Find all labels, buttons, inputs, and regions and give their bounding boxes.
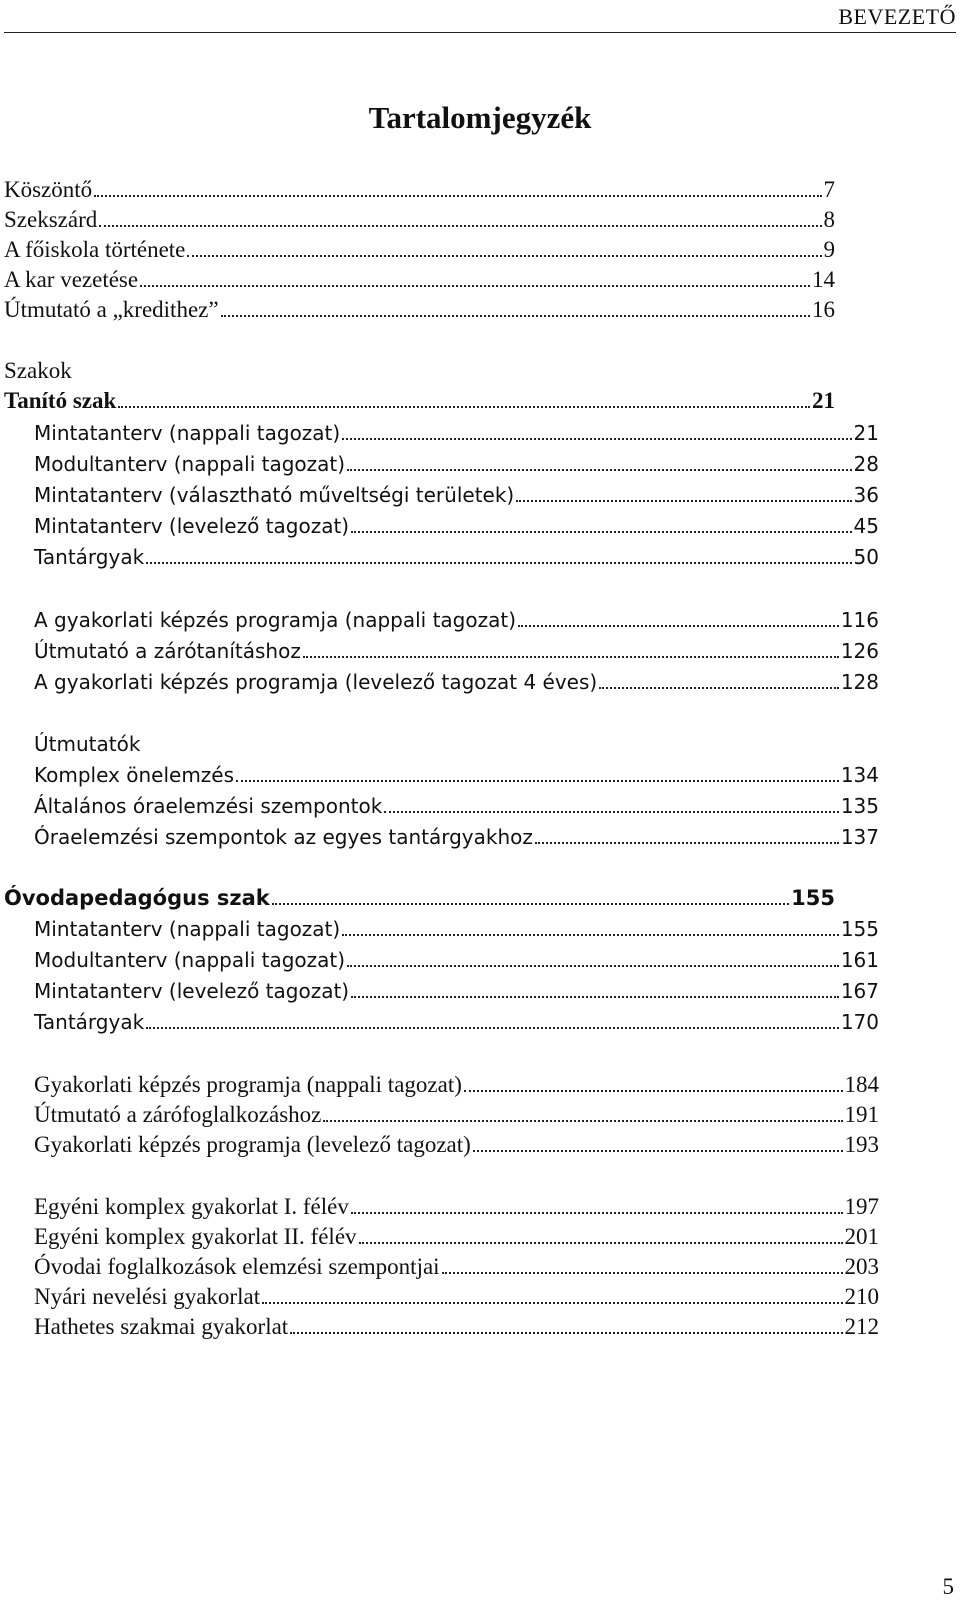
toc-entry[interactable] — [4, 235, 835, 265]
toc-entry-label: Gyakorlati képzés programja (nappali tagozat) — [34, 1072, 462, 1097]
toc-entry-label: Mintatanterv (választható műveltségi területek) — [34, 483, 515, 507]
toc-entry-page: 137 — [840, 825, 879, 849]
dot-leader — [442, 1272, 843, 1274]
toc-entry[interactable] — [34, 822, 879, 852]
toc-entry-label: Köszöntő — [4, 177, 93, 202]
toc-entry-label: Mintatanterv (nappali tagozat) — [34, 917, 341, 941]
toc-entry-label: A főiskola története — [4, 237, 186, 262]
toc-entry-label: Nyári nevelési gyakorlat — [34, 1284, 261, 1309]
toc-entry-page: 14 — [812, 267, 835, 292]
running-head: BEVEZETŐ — [838, 4, 956, 29]
toc-entry[interactable] — [34, 945, 879, 975]
toc-entry-label: A kar vezetése — [4, 267, 139, 292]
toc-entry[interactable] — [34, 1130, 879, 1160]
toc-entry-page: 45 — [853, 514, 879, 538]
dot-leader — [323, 1120, 842, 1122]
toc-entry-label: Tantárgyak — [34, 1010, 145, 1034]
toc-entry-label: Szekszárd — [4, 207, 98, 232]
dot-leader — [303, 656, 839, 658]
page-title: Tartalomjegyzék — [368, 100, 592, 135]
toc-entry[interactable] — [34, 1222, 879, 1252]
toc-entry-page: 155 — [791, 886, 835, 910]
toc-entry[interactable] — [34, 1312, 879, 1342]
toc-entry[interactable] — [4, 265, 835, 295]
toc-entry-page: 21 — [853, 421, 879, 445]
dot-leader — [384, 811, 839, 813]
toc-entry-page: 7 — [823, 177, 835, 202]
toc-entry-label: Általános óraelemzési szempontok — [34, 794, 383, 818]
toc-entry-label: Mintatanterv (levelező tagozat) — [34, 979, 350, 1003]
toc-entry[interactable] — [34, 760, 879, 790]
dot-leader — [347, 965, 839, 967]
toc-entry-label: Útmutató a zárófoglalkozáshoz — [34, 1102, 322, 1127]
toc-entry-page: 28 — [853, 452, 879, 476]
toc-entry-label: Útmutató a „kredithez” — [4, 297, 219, 322]
toc-entry[interactable] — [34, 667, 879, 697]
toc-entry-page: 170 — [840, 1010, 879, 1034]
toc-entry[interactable] — [4, 175, 835, 205]
dot-leader — [187, 255, 821, 257]
dot-leader — [359, 1242, 843, 1244]
dot-leader — [342, 438, 851, 440]
toc-entry-page: 8 — [823, 207, 835, 232]
toc-entry-label: A gyakorlati képzés programja (levelező tagozat 4 éves) — [34, 670, 598, 694]
dot-leader — [516, 500, 851, 502]
toc-entry-page: 50 — [853, 545, 879, 569]
toc-entry[interactable] — [34, 511, 879, 541]
toc-entry[interactable] — [34, 1282, 879, 1312]
toc-entry[interactable] — [34, 1252, 879, 1282]
header-rule — [4, 32, 956, 33]
dot-leader — [290, 1332, 842, 1334]
toc-entry-label: Hathetes szakmai gyakorlat — [34, 1314, 289, 1339]
toc-entry-label: Útmutató a zárótanításhoz — [34, 639, 301, 663]
toc-entry-page: 36 — [853, 483, 879, 507]
dot-leader — [146, 1027, 839, 1029]
dot-leader — [535, 842, 839, 844]
toc-entry-label: Tanító szak — [4, 388, 117, 413]
toc-entry-page: 134 — [840, 763, 879, 787]
dot-leader — [221, 315, 810, 317]
toc-entry[interactable] — [4, 205, 835, 235]
toc-entry[interactable] — [34, 1100, 879, 1130]
toc-entry[interactable] — [34, 449, 879, 479]
toc-entry-label: Modultanterv (nappali tagozat) — [34, 452, 346, 476]
toc-entry-label: Modultanterv (nappali tagozat) — [34, 948, 346, 972]
toc-heading-entry[interactable] — [4, 386, 835, 416]
dot-leader — [464, 1090, 843, 1092]
dot-leader — [342, 934, 839, 936]
toc-entry-page: 167 — [840, 979, 879, 1003]
toc-entry-page: 21 — [812, 388, 835, 413]
toc-entry[interactable] — [34, 1007, 879, 1037]
toc-entry-page: 135 — [840, 794, 879, 818]
toc-entry-label: Tantárgyak — [34, 545, 145, 569]
toc-entry-page: 161 — [840, 948, 879, 972]
dot-leader — [146, 562, 851, 564]
toc-heading-entry[interactable] — [4, 883, 835, 913]
dot-leader — [94, 195, 821, 197]
toc-entry-page: 212 — [844, 1314, 879, 1339]
dot-leader — [518, 625, 839, 627]
toc-entry[interactable] — [34, 914, 879, 944]
dot-leader — [262, 1302, 842, 1304]
dot-leader — [236, 780, 839, 782]
toc-entry[interactable] — [4, 295, 835, 325]
toc-entry-label: Gyakorlati képzés programja (levelező tagozat) — [34, 1132, 471, 1157]
toc-entry-page: 126 — [840, 639, 879, 663]
dot-leader — [99, 225, 821, 227]
toc-entry[interactable] — [34, 480, 879, 510]
toc-entry-page: 9 — [823, 237, 835, 262]
page-number: 5 — [942, 1574, 954, 1599]
toc-entry-label: Mintatanterv (nappali tagozat) — [34, 421, 341, 445]
dot-leader — [599, 687, 839, 689]
toc-entry-page: 203 — [844, 1254, 879, 1279]
dot-leader — [473, 1150, 843, 1152]
toc-entry-page: 116 — [840, 608, 879, 632]
toc-entry[interactable] — [34, 1070, 879, 1100]
toc-entry-label: A gyakorlati képzés programja (nappali tagozat) — [34, 608, 516, 632]
toc-entry-label: Komplex önelemzés — [34, 763, 235, 787]
dot-leader — [118, 406, 810, 408]
toc-entry[interactable] — [34, 791, 879, 821]
toc-entry-label: Egyéni komplex gyakorlat I. félév — [34, 1194, 349, 1219]
toc-entry-page: 201 — [844, 1224, 879, 1249]
toc-entry-label: Óvodapedagógus szak — [4, 886, 270, 910]
toc-entry-page: 191 — [844, 1102, 879, 1127]
toc-entry-page: 210 — [844, 1284, 879, 1309]
toc-entry-label: Egyéni komplex gyakorlat II. félév — [34, 1224, 357, 1249]
toc-entry[interactable] — [34, 636, 879, 666]
dot-leader — [347, 469, 852, 471]
toc-entry-page: 197 — [844, 1194, 879, 1219]
toc-entry[interactable] — [34, 1192, 879, 1222]
toc-entry-label: Mintatanterv (levelező tagozat) — [34, 514, 350, 538]
toc-entry-page: 193 — [844, 1132, 879, 1157]
toc-entry-page: 155 — [840, 917, 879, 941]
dot-leader — [140, 285, 810, 287]
toc-entry[interactable] — [34, 605, 879, 635]
toc-entry-page: 16 — [812, 297, 835, 322]
section-heading-szakok: Szakok — [4, 358, 72, 383]
toc-entry[interactable] — [34, 542, 879, 572]
toc-entry[interactable] — [34, 976, 879, 1006]
section-heading-utmutatok: Útmutatók — [34, 732, 141, 756]
toc-entry-page: 128 — [840, 670, 879, 694]
toc-entry-label: Óvodai foglalkozások elemzési szempontjai — [34, 1254, 440, 1279]
dot-leader — [272, 903, 789, 905]
dot-leader — [351, 996, 839, 998]
toc-entry[interactable] — [34, 418, 879, 448]
dot-leader — [351, 531, 851, 533]
dot-leader — [351, 1212, 843, 1214]
toc-entry-page: 184 — [844, 1072, 879, 1097]
toc-entry-label: Óraelemzési szempontok az egyes tantárgyakhoz — [34, 825, 533, 849]
